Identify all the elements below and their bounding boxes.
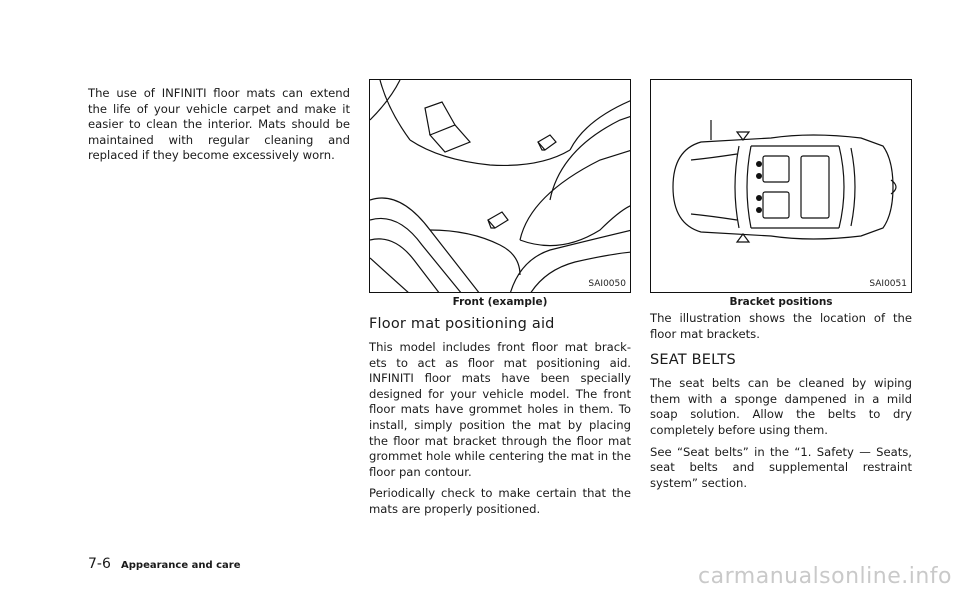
- section-heading: Floor mat positioning aid: [369, 316, 555, 332]
- watermark: carmanualsonline.info: [698, 564, 952, 589]
- figure-code: SAI0050: [588, 279, 626, 289]
- car-top-view-illustration: [650, 79, 912, 293]
- floor-bracket-illustration: [369, 79, 631, 293]
- intro-paragraph: The use of INFINITI floor mats can extend the life of your vehicle carpet and make it easier to clean the interior. Mats should be maintained with regular cleaning and replaced if they become excessively worn.: [88, 86, 350, 163]
- column-2: [369, 316, 631, 524]
- column-3: [650, 311, 912, 497]
- figure-caption: Bracket positions: [729, 296, 833, 308]
- page-footer: [88, 556, 241, 572]
- page-number: 7-6: [88, 556, 111, 572]
- car-top-view-drawing: [651, 80, 912, 293]
- section-name: Appearance and care: [121, 560, 241, 571]
- paragraph: Periodically check to make certain that the mats are properly positioned.: [369, 486, 631, 516]
- paragraph: See “Seat belts” in the “1. Safety — Seats, seat belts and supplemental restraint system” section.: [650, 444, 912, 490]
- paragraph: The seat belts can be cleaned by wiping them with a sponge dampened in a mild soap solution. Allow the belts to dry completely before using them.: [650, 376, 912, 437]
- figure-caption: Front (example): [452, 296, 548, 308]
- paragraph: This model includes front floor mat brack- ets to act as floor mat positioning aid. INFINITI floor mats have been specially designed for your vehicle model. The front floor mats have grommet holes in them. To install, simply position the mat by placing the floor mat bracket through the floor mat grommet hole while centering the mat in the floor pan contour.: [369, 340, 631, 479]
- paragraph: The illustration shows the location of the floor mat brackets.: [650, 311, 912, 341]
- column-1: [88, 86, 350, 170]
- section-heading: SEAT BELTS: [650, 352, 736, 369]
- floor-interior-drawing: [370, 80, 631, 293]
- figure-code: SAI0051: [869, 279, 907, 289]
